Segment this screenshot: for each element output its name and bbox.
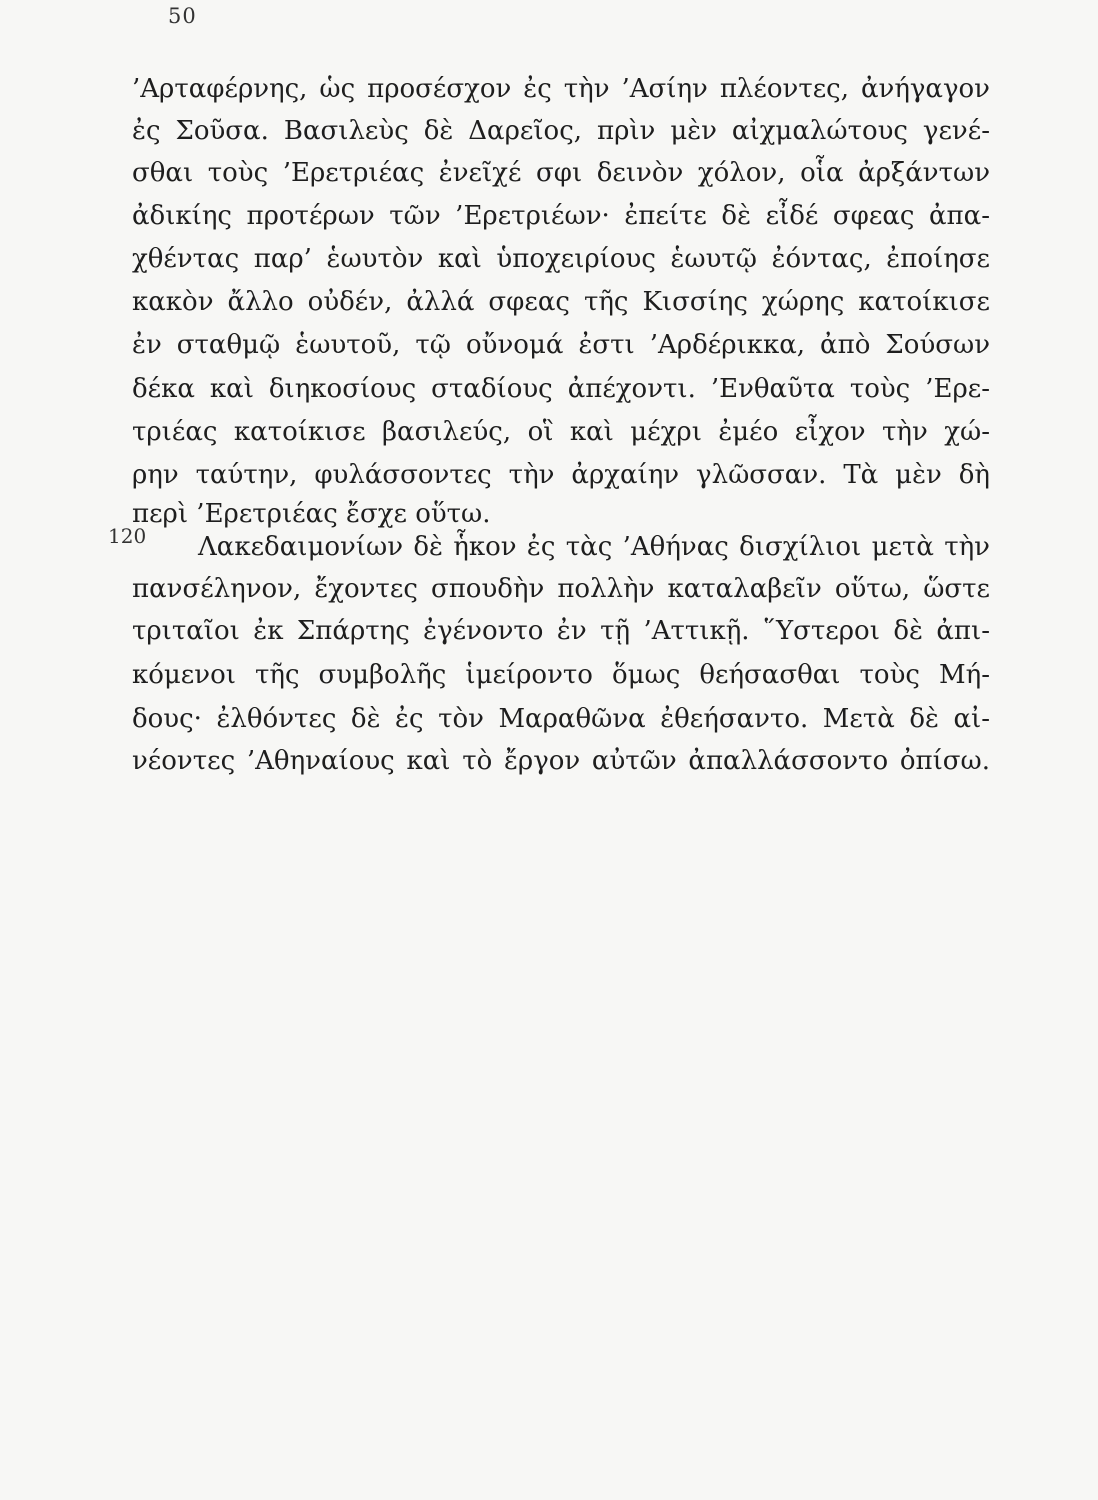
text-line: πανσέληνον, ἔχοντες σπουδὴν πολλὴν καταλαβεῖν οὕτω, ὥστε xyxy=(132,574,990,604)
text-line: δους· ἐλθόντες δὲ ἐς τὸν Μαραθῶνα ἐθεήσαντο. Μετὰ δὲ αἰ- xyxy=(132,704,990,734)
text-line: ἐς Σοῦσα. Βασιλεὺς δὲ Δαρεῖος, πρὶν μὲν αἰχμαλώτους γενέ- xyxy=(132,116,990,146)
text-line: κόμενοι τῆς συμβολῆς ἱμείροντο ὅμως θεήσασθαι τοὺς Μή- xyxy=(132,660,990,690)
text-line: ἐν σταθμῷ ἑωυτοῦ, τῷ οὔνομά ἐστι ’Αρδέρικκα, ἀπὸ Σούσων xyxy=(132,330,990,360)
text-line: δέκα καὶ διηκοσίους σταδίους ἀπέχοντι. ’Ενθαῦτα τοὺς ’Ερε- xyxy=(132,374,990,404)
text-line: Λακεδαιμονίων δὲ ἧκον ἐς τὰς ’Αθήνας δισχίλιοι μετὰ τὴν xyxy=(198,532,990,562)
text-line: κακὸν ἄλλο οὐδέν, ἀλλά σφεας τῆς Κισσίης χώρης κατοίκισε xyxy=(132,287,990,317)
text-line: τριταῖοι ἐκ Σπάρτης ἐγένοντο ἐν τῇ ’Αττικῇ. ῞Υστεροι δὲ ἀπι- xyxy=(132,616,990,646)
text-line: τριέας κατοίκισε βασιλεύς, οἳ καὶ μέχρι ἐμέο εἶχον τὴν χώ- xyxy=(132,417,990,447)
page-number: 50 xyxy=(168,4,197,28)
text-line: νέοντες ’Αθηναίους καὶ τὸ ἔργον αὐτῶν ἀπαλλάσσοντο ὀπίσω. xyxy=(132,746,990,776)
text-line: σθαι τοὺς ’Ερετριέας ἐνεῖχέ σφι δεινὸν χόλον, οἷα ἀρξάντων xyxy=(132,158,990,188)
text-line: ρην ταύτην, φυλάσσοντες τὴν ἀρχαίην γλῶσσαν. Τὰ μὲν δὴ xyxy=(132,460,990,490)
text-line: ἀδικίης προτέρων τῶν ’Ερετριέων· ἐπείτε δὲ εἶδέ σφεας ἀπα- xyxy=(132,201,990,231)
section-number: 120 xyxy=(108,524,147,548)
text-line: ’Αρταφέρνης, ὡς προσέσχον ἐς τὴν ’Ασίην πλέοντες, ἀνήγαγον xyxy=(132,74,990,104)
text-line: περὶ ’Ερετριέας ἔσχε οὕτω. xyxy=(132,499,491,529)
text-line: χθέντας παρ’ ἑωυτὸν καὶ ὑποχειρίους ἑωυτῷ ἐόντας, ἐποίησε xyxy=(132,244,990,274)
